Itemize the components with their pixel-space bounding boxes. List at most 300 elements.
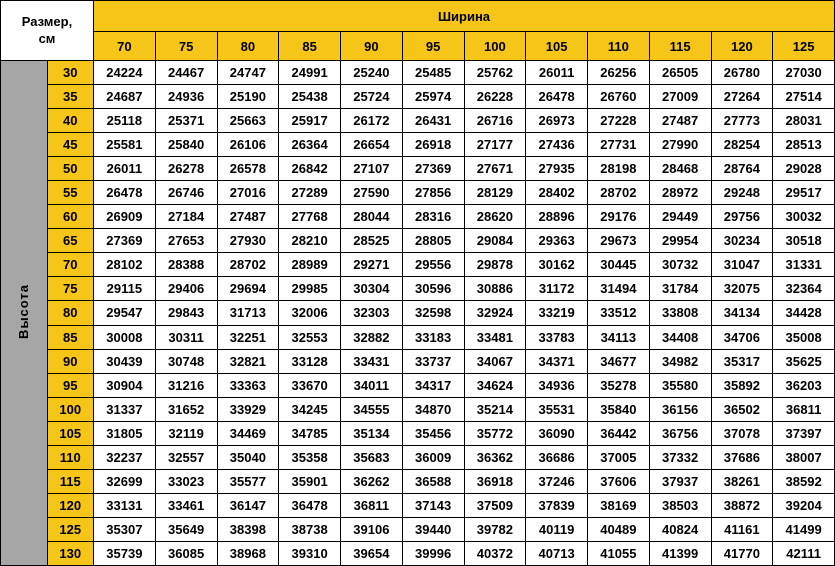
price-cell: 35008 bbox=[773, 325, 835, 349]
price-cell: 30445 bbox=[588, 253, 650, 277]
price-cell: 24991 bbox=[279, 61, 341, 85]
height-header: 120 bbox=[47, 493, 94, 517]
table-row bbox=[1, 133, 835, 157]
price-cell: 40489 bbox=[588, 517, 650, 541]
price-cell: 29954 bbox=[649, 229, 711, 253]
width-header: 105 bbox=[526, 32, 588, 61]
width-header: 110 bbox=[588, 32, 650, 61]
price-cell: 26716 bbox=[464, 109, 526, 133]
price-cell: 33808 bbox=[649, 301, 711, 325]
price-cell: 29843 bbox=[155, 301, 217, 325]
price-cell: 31216 bbox=[155, 373, 217, 397]
price-cell: 27731 bbox=[588, 133, 650, 157]
price-cell: 35840 bbox=[588, 397, 650, 421]
price-cell: 29028 bbox=[773, 157, 835, 181]
width-header-row bbox=[1, 32, 835, 61]
width-header: 115 bbox=[649, 32, 711, 61]
price-cell: 26364 bbox=[279, 133, 341, 157]
height-banner bbox=[1, 61, 48, 566]
header-banner-row bbox=[1, 1, 835, 32]
price-cell: 38968 bbox=[217, 541, 279, 565]
price-cell: 35531 bbox=[526, 397, 588, 421]
price-cell: 34469 bbox=[217, 421, 279, 445]
price-cell: 25762 bbox=[464, 61, 526, 85]
price-cell: 37005 bbox=[588, 445, 650, 469]
price-cell: 31172 bbox=[526, 277, 588, 301]
price-cell: 36147 bbox=[217, 493, 279, 517]
price-cell: 39996 bbox=[402, 541, 464, 565]
price-cell: 38007 bbox=[773, 445, 835, 469]
price-cell: 28102 bbox=[94, 253, 156, 277]
price-cell: 41770 bbox=[711, 541, 773, 565]
price-cell: 34134 bbox=[711, 301, 773, 325]
price-cell: 37143 bbox=[402, 493, 464, 517]
table-row bbox=[1, 253, 835, 277]
price-cell: 34408 bbox=[649, 325, 711, 349]
price-cell: 36478 bbox=[279, 493, 341, 517]
price-cell: 37606 bbox=[588, 469, 650, 493]
price-cell: 34624 bbox=[464, 373, 526, 397]
price-cell: 25485 bbox=[402, 61, 464, 85]
height-header: 125 bbox=[47, 517, 94, 541]
height-header: 130 bbox=[47, 541, 94, 565]
price-cell: 25190 bbox=[217, 85, 279, 109]
price-cell: 28031 bbox=[773, 109, 835, 133]
price-cell: 29556 bbox=[402, 253, 464, 277]
height-header: 95 bbox=[47, 373, 94, 397]
price-cell: 32006 bbox=[279, 301, 341, 325]
price-cell: 26011 bbox=[526, 61, 588, 85]
width-banner: Ширина bbox=[94, 1, 835, 32]
price-cell: 27016 bbox=[217, 181, 279, 205]
price-cell: 29084 bbox=[464, 229, 526, 253]
price-cell: 34936 bbox=[526, 373, 588, 397]
table-row bbox=[1, 397, 835, 421]
width-header: 90 bbox=[341, 32, 403, 61]
price-cell: 31784 bbox=[649, 277, 711, 301]
height-banner-text: Высота bbox=[16, 284, 32, 339]
price-cell: 31337 bbox=[94, 397, 156, 421]
width-header: 100 bbox=[464, 32, 526, 61]
price-cell: 29176 bbox=[588, 205, 650, 229]
price-cell: 29449 bbox=[649, 205, 711, 229]
price-cell: 26973 bbox=[526, 109, 588, 133]
table-row bbox=[1, 469, 835, 493]
price-cell: 25371 bbox=[155, 109, 217, 133]
price-cell: 26478 bbox=[94, 181, 156, 205]
price-cell: 41161 bbox=[711, 517, 773, 541]
price-cell: 27369 bbox=[402, 157, 464, 181]
price-cell: 36090 bbox=[526, 421, 588, 445]
width-header: 70 bbox=[94, 32, 156, 61]
price-cell: 32557 bbox=[155, 445, 217, 469]
table-row bbox=[1, 157, 835, 181]
price-cell: 27107 bbox=[341, 157, 403, 181]
height-header: 30 bbox=[47, 61, 94, 85]
height-header: 75 bbox=[47, 277, 94, 301]
table-row bbox=[1, 205, 835, 229]
height-header: 55 bbox=[47, 181, 94, 205]
price-cell: 27030 bbox=[773, 61, 835, 85]
price-cell: 30311 bbox=[155, 325, 217, 349]
price-cell: 35358 bbox=[279, 445, 341, 469]
price-cell: 29517 bbox=[773, 181, 835, 205]
price-cell: 31331 bbox=[773, 253, 835, 277]
price-cell: 29756 bbox=[711, 205, 773, 229]
price-cell: 33783 bbox=[526, 325, 588, 349]
price-cell: 26256 bbox=[588, 61, 650, 85]
table-row bbox=[1, 373, 835, 397]
price-cell: 31713 bbox=[217, 301, 279, 325]
price-cell: 37509 bbox=[464, 493, 526, 517]
corner-size-label bbox=[1, 1, 94, 61]
price-cell: 32924 bbox=[464, 301, 526, 325]
width-header: 125 bbox=[773, 32, 835, 61]
price-cell: 33461 bbox=[155, 493, 217, 517]
price-cell: 30162 bbox=[526, 253, 588, 277]
price-cell: 41499 bbox=[773, 517, 835, 541]
price-cell: 25438 bbox=[279, 85, 341, 109]
table-header bbox=[1, 1, 835, 61]
price-cell: 35649 bbox=[155, 517, 217, 541]
price-cell: 35580 bbox=[649, 373, 711, 397]
price-cell: 35901 bbox=[279, 469, 341, 493]
price-cell: 37246 bbox=[526, 469, 588, 493]
price-cell: 35040 bbox=[217, 445, 279, 469]
price-cell: 34870 bbox=[402, 397, 464, 421]
table-row bbox=[1, 301, 835, 325]
price-cell: 27990 bbox=[649, 133, 711, 157]
price-cell: 30234 bbox=[711, 229, 773, 253]
price-cell: 39106 bbox=[341, 517, 403, 541]
price-cell: 28764 bbox=[711, 157, 773, 181]
price-cell: 35577 bbox=[217, 469, 279, 493]
table-row bbox=[1, 541, 835, 565]
price-cell: 39440 bbox=[402, 517, 464, 541]
price-cell: 28316 bbox=[402, 205, 464, 229]
price-cell: 27436 bbox=[526, 133, 588, 157]
height-header: 50 bbox=[47, 157, 94, 181]
price-cell: 27369 bbox=[94, 229, 156, 253]
price-cell: 37686 bbox=[711, 445, 773, 469]
price-cell: 40119 bbox=[526, 517, 588, 541]
price-cell: 31047 bbox=[711, 253, 773, 277]
corner-label-line1: Размер, bbox=[21, 14, 73, 30]
price-cell: 33481 bbox=[464, 325, 526, 349]
price-cell: 35317 bbox=[711, 349, 773, 373]
price-cell: 24936 bbox=[155, 85, 217, 109]
price-cell: 27228 bbox=[588, 109, 650, 133]
price-cell: 30518 bbox=[773, 229, 835, 253]
height-header: 105 bbox=[47, 421, 94, 445]
price-cell: 26011 bbox=[94, 157, 156, 181]
price-cell: 36362 bbox=[464, 445, 526, 469]
price-cell: 25840 bbox=[155, 133, 217, 157]
price-cell: 27653 bbox=[155, 229, 217, 253]
price-cell: 29694 bbox=[217, 277, 279, 301]
price-cell: 29271 bbox=[341, 253, 403, 277]
width-header: 85 bbox=[279, 32, 341, 61]
price-cell: 32237 bbox=[94, 445, 156, 469]
price-cell: 41055 bbox=[588, 541, 650, 565]
price-cell: 24747 bbox=[217, 61, 279, 85]
table-body bbox=[1, 61, 835, 566]
price-cell: 35134 bbox=[341, 421, 403, 445]
price-cell: 27289 bbox=[279, 181, 341, 205]
price-cell: 28989 bbox=[279, 253, 341, 277]
price-cell: 25724 bbox=[341, 85, 403, 109]
price-cell: 39782 bbox=[464, 517, 526, 541]
price-cell: 38738 bbox=[279, 517, 341, 541]
price-cell: 26746 bbox=[155, 181, 217, 205]
price-cell: 38261 bbox=[711, 469, 773, 493]
price-cell: 36811 bbox=[773, 397, 835, 421]
price-cell: 28044 bbox=[341, 205, 403, 229]
price-cell: 37078 bbox=[711, 421, 773, 445]
price-cell: 35772 bbox=[464, 421, 526, 445]
price-cell: 29547 bbox=[94, 301, 156, 325]
height-header: 110 bbox=[47, 445, 94, 469]
price-cell: 28468 bbox=[649, 157, 711, 181]
price-cell: 32303 bbox=[341, 301, 403, 325]
height-header: 60 bbox=[47, 205, 94, 229]
price-cell: 27930 bbox=[217, 229, 279, 253]
price-cell: 31805 bbox=[94, 421, 156, 445]
price-cell: 28702 bbox=[588, 181, 650, 205]
price-cell: 33670 bbox=[279, 373, 341, 397]
price-cell: 35278 bbox=[588, 373, 650, 397]
price-cell: 40372 bbox=[464, 541, 526, 565]
price-cell: 36085 bbox=[155, 541, 217, 565]
price-cell: 25581 bbox=[94, 133, 156, 157]
price-cell: 40713 bbox=[526, 541, 588, 565]
price-cell: 28210 bbox=[279, 229, 341, 253]
price-cell: 26842 bbox=[279, 157, 341, 181]
price-cell: 26106 bbox=[217, 133, 279, 157]
price-cell: 36588 bbox=[402, 469, 464, 493]
price-cell: 32882 bbox=[341, 325, 403, 349]
price-cell: 39310 bbox=[279, 541, 341, 565]
price-cell: 26578 bbox=[217, 157, 279, 181]
price-cell: 26478 bbox=[526, 85, 588, 109]
price-cell: 27009 bbox=[649, 85, 711, 109]
price-cell: 26909 bbox=[94, 205, 156, 229]
price-cell: 28972 bbox=[649, 181, 711, 205]
price-cell: 36918 bbox=[464, 469, 526, 493]
height-header: 70 bbox=[47, 253, 94, 277]
price-cell: 29673 bbox=[588, 229, 650, 253]
price-cell: 38872 bbox=[711, 493, 773, 517]
price-cell: 27935 bbox=[526, 157, 588, 181]
price-cell: 28513 bbox=[773, 133, 835, 157]
price-cell: 34011 bbox=[341, 373, 403, 397]
price-cell: 34982 bbox=[649, 349, 711, 373]
height-header: 90 bbox=[47, 349, 94, 373]
price-cell: 26780 bbox=[711, 61, 773, 85]
price-cell: 30304 bbox=[341, 277, 403, 301]
table-row bbox=[1, 325, 835, 349]
price-cell: 27177 bbox=[464, 133, 526, 157]
price-cell: 29985 bbox=[279, 277, 341, 301]
price-cell: 25917 bbox=[279, 109, 341, 133]
price-cell: 30904 bbox=[94, 373, 156, 397]
price-cell: 36262 bbox=[341, 469, 403, 493]
price-cell: 33023 bbox=[155, 469, 217, 493]
price-cell: 26172 bbox=[341, 109, 403, 133]
price-cell: 36442 bbox=[588, 421, 650, 445]
price-cell: 39654 bbox=[341, 541, 403, 565]
table-row bbox=[1, 181, 835, 205]
price-cell: 33431 bbox=[341, 349, 403, 373]
price-cell: 36203 bbox=[773, 373, 835, 397]
price-cell: 30439 bbox=[94, 349, 156, 373]
price-cell: 40824 bbox=[649, 517, 711, 541]
price-cell: 33512 bbox=[588, 301, 650, 325]
price-cell: 35892 bbox=[711, 373, 773, 397]
price-cell: 35214 bbox=[464, 397, 526, 421]
price-cell: 36009 bbox=[402, 445, 464, 469]
price-cell: 39204 bbox=[773, 493, 835, 517]
price-cell: 38169 bbox=[588, 493, 650, 517]
price-cell: 34245 bbox=[279, 397, 341, 421]
height-header: 85 bbox=[47, 325, 94, 349]
price-cell: 42111 bbox=[773, 541, 835, 565]
price-cell: 32821 bbox=[217, 349, 279, 373]
price-cell: 33363 bbox=[217, 373, 279, 397]
price-cell: 26918 bbox=[402, 133, 464, 157]
price-cell: 33219 bbox=[526, 301, 588, 325]
price-cell: 35683 bbox=[341, 445, 403, 469]
price-cell: 27671 bbox=[464, 157, 526, 181]
price-cell: 34706 bbox=[711, 325, 773, 349]
height-header: 65 bbox=[47, 229, 94, 253]
price-cell: 34371 bbox=[526, 349, 588, 373]
price-cell: 30886 bbox=[464, 277, 526, 301]
height-header: 115 bbox=[47, 469, 94, 493]
price-cell: 26431 bbox=[402, 109, 464, 133]
price-cell: 37937 bbox=[649, 469, 711, 493]
price-cell: 26505 bbox=[649, 61, 711, 85]
price-cell: 34067 bbox=[464, 349, 526, 373]
price-cell: 29878 bbox=[464, 253, 526, 277]
price-cell: 33128 bbox=[279, 349, 341, 373]
price-cell: 27514 bbox=[773, 85, 835, 109]
height-header: 35 bbox=[47, 85, 94, 109]
price-cell: 27768 bbox=[279, 205, 341, 229]
price-cell: 27487 bbox=[217, 205, 279, 229]
price-cell: 38398 bbox=[217, 517, 279, 541]
price-cell: 27773 bbox=[711, 109, 773, 133]
price-cell: 25974 bbox=[402, 85, 464, 109]
price-cell: 36811 bbox=[341, 493, 403, 517]
corner-label-line2: см bbox=[38, 30, 56, 46]
price-cell: 27184 bbox=[155, 205, 217, 229]
price-cell: 35625 bbox=[773, 349, 835, 373]
price-cell: 30748 bbox=[155, 349, 217, 373]
price-cell: 33183 bbox=[402, 325, 464, 349]
price-cell: 28388 bbox=[155, 253, 217, 277]
price-cell: 30008 bbox=[94, 325, 156, 349]
price-cell: 28805 bbox=[402, 229, 464, 253]
price-cell: 32364 bbox=[773, 277, 835, 301]
price-cell: 33737 bbox=[402, 349, 464, 373]
table-row bbox=[1, 85, 835, 109]
price-cell: 32598 bbox=[402, 301, 464, 325]
price-cell: 29406 bbox=[155, 277, 217, 301]
price-cell: 27487 bbox=[649, 109, 711, 133]
price-cell: 28525 bbox=[341, 229, 403, 253]
price-cell: 34677 bbox=[588, 349, 650, 373]
table-row bbox=[1, 229, 835, 253]
height-header: 40 bbox=[47, 109, 94, 133]
price-cell: 41399 bbox=[649, 541, 711, 565]
price-cell: 26278 bbox=[155, 157, 217, 181]
price-cell: 33929 bbox=[217, 397, 279, 421]
price-cell: 28402 bbox=[526, 181, 588, 205]
price-cell: 24467 bbox=[155, 61, 217, 85]
price-cell: 25118 bbox=[94, 109, 156, 133]
price-cell: 35456 bbox=[402, 421, 464, 445]
price-cell: 38592 bbox=[773, 469, 835, 493]
width-header: 75 bbox=[155, 32, 217, 61]
price-cell: 29248 bbox=[711, 181, 773, 205]
table-row bbox=[1, 277, 835, 301]
price-cell: 24224 bbox=[94, 61, 156, 85]
price-cell: 28896 bbox=[526, 205, 588, 229]
price-cell: 34555 bbox=[341, 397, 403, 421]
price-cell: 37839 bbox=[526, 493, 588, 517]
price-cell: 31652 bbox=[155, 397, 217, 421]
price-cell: 34113 bbox=[588, 325, 650, 349]
table-row bbox=[1, 109, 835, 133]
price-cell: 30732 bbox=[649, 253, 711, 277]
price-cell: 28620 bbox=[464, 205, 526, 229]
price-cell: 30596 bbox=[402, 277, 464, 301]
price-cell: 30032 bbox=[773, 205, 835, 229]
price-cell: 32251 bbox=[217, 325, 279, 349]
price-cell: 27856 bbox=[402, 181, 464, 205]
price-cell: 31494 bbox=[588, 277, 650, 301]
price-cell: 26760 bbox=[588, 85, 650, 109]
width-header: 120 bbox=[711, 32, 773, 61]
price-cell: 32075 bbox=[711, 277, 773, 301]
price-cell: 28702 bbox=[217, 253, 279, 277]
height-header: 45 bbox=[47, 133, 94, 157]
price-cell: 29115 bbox=[94, 277, 156, 301]
price-cell: 33131 bbox=[94, 493, 156, 517]
price-cell: 34428 bbox=[773, 301, 835, 325]
table-row bbox=[1, 493, 835, 517]
price-cell: 24687 bbox=[94, 85, 156, 109]
table-row bbox=[1, 445, 835, 469]
price-cell: 27590 bbox=[341, 181, 403, 205]
table-row bbox=[1, 421, 835, 445]
width-header: 95 bbox=[402, 32, 464, 61]
table-row bbox=[1, 349, 835, 373]
price-cell: 34317 bbox=[402, 373, 464, 397]
price-cell: 35307 bbox=[94, 517, 156, 541]
price-cell: 26654 bbox=[341, 133, 403, 157]
price-cell: 28254 bbox=[711, 133, 773, 157]
price-cell: 26228 bbox=[464, 85, 526, 109]
table-row bbox=[1, 61, 835, 85]
price-cell: 37397 bbox=[773, 421, 835, 445]
price-cell: 38503 bbox=[649, 493, 711, 517]
height-header: 80 bbox=[47, 301, 94, 325]
price-cell: 36686 bbox=[526, 445, 588, 469]
price-cell: 25663 bbox=[217, 109, 279, 133]
width-header: 80 bbox=[217, 32, 279, 61]
